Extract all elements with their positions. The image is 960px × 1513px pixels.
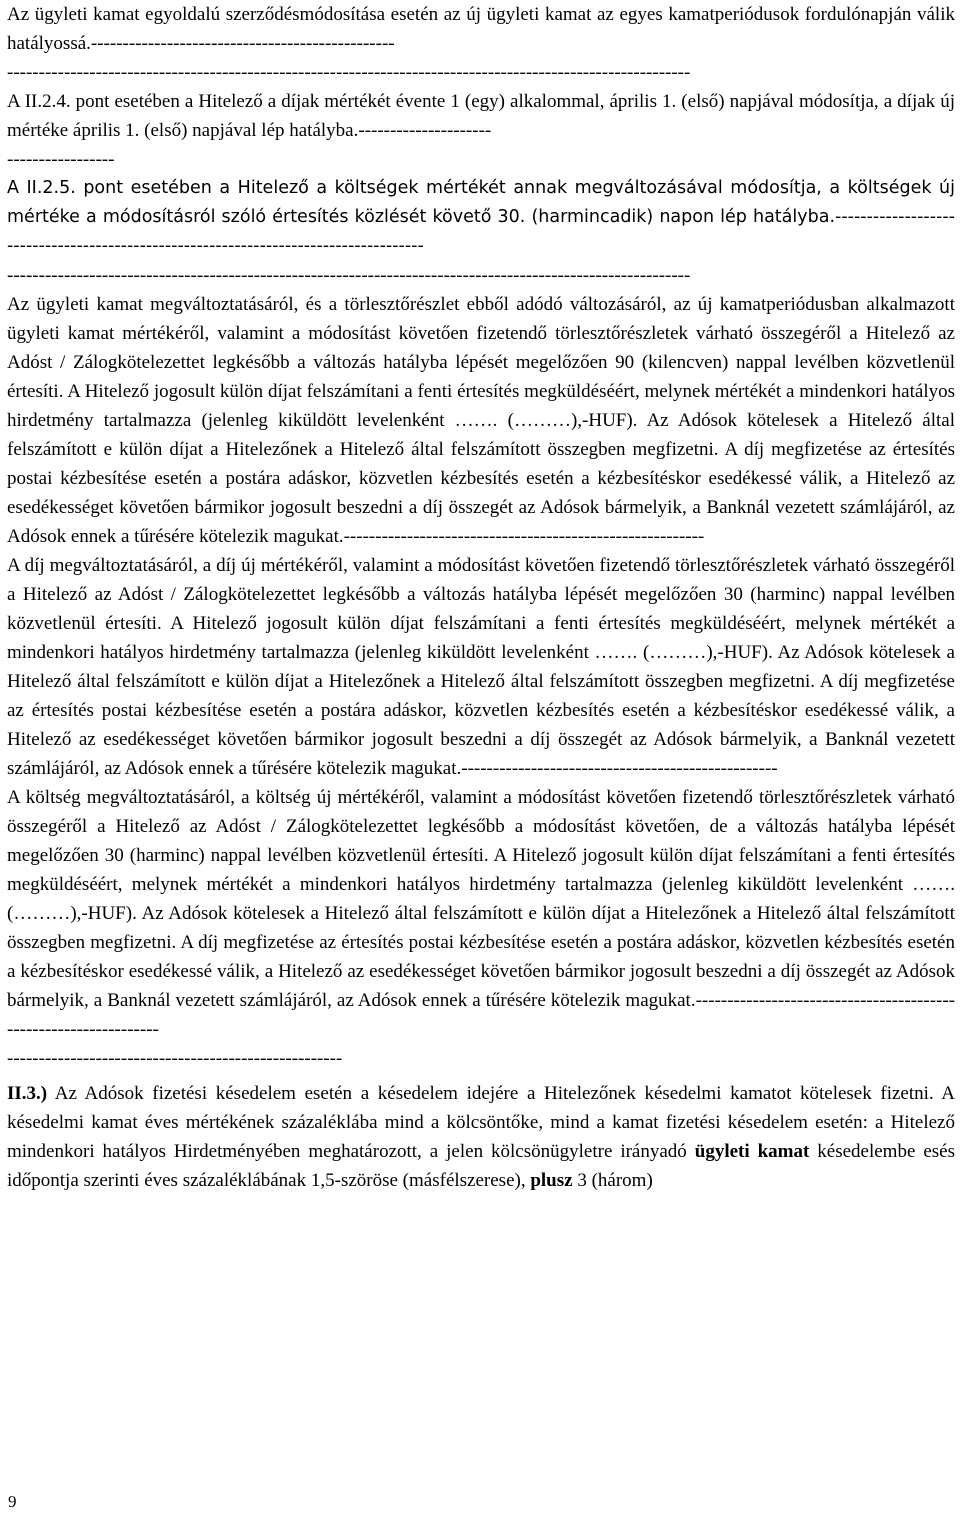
paragraph-cost-notification: A költség megváltoztatásáról, a költség új mértékéről, valamint a módosítást követően fizetendő törlesztőrészletek várható összegéről a Hitelező az Adóst / Zálogkötelezettet legkésőbb a módosítást követően, de a változás hatályba lépését megelőzően 30 (harminc) nappal levélben közvetlenül értesíti. A Hitelező jogosult külön díjat felszámítani a fenti értesítés megküldéséért, melynek mértékét a mindenkori hatályos hirdetmény tartalmazza (jelenleg kiküldött levelenként ……. (………),-HUF). Az Adósok kötelesek a Hitelező által felszámított e külön díjat a Hitelezőnek a Hitelező által felszámított összegben megfizetni. A díj megfizetése az értesítés postai kézbesítése esetén a postára adáskor, közvetlen kézbesítés esetén a kézbesítéskor esedékessé válik, a Hitelező az esedékességet követően bármikor jogosult beszedni a díj összegét az Adósok bármelyik, a Banknál vezetett számlájáról, az Adósok ennek a tűrésére kötelezik magukat.----------------------------------------------------------------- bbox=[7, 787, 955, 1040]
bold-term: plusz bbox=[530, 1170, 573, 1191]
paragraph-text: Az Adósok fizetési késedelem esetén a késedelem idejére a Hitelezőnek késedelmi kamatot kötelesek fizetni. A késedelmi kamat éves mértékének százaléklába mind a kölcsöntőke, mind a kamat fizetési késedelem esetén: a Hitelező mindenkori hatályos Hirdetményében meghatározott, a jelen kölcsönügyletre irányadó bbox=[7, 1083, 955, 1162]
paragraph-late-payment-interest bbox=[7, 1079, 955, 1195]
paragraph-cost-modification: A II.2.5. pont esetében a Hitelező a költségek mértékét annak megváltozásával módosítja, a költségek új mértéke a módosításról szóló értesítés közlését követő 30. (harmincadik) napon lép hatályba.------------------------------------------------------------------------------------- bbox=[7, 178, 955, 256]
bold-term: ügyleti kamat bbox=[694, 1141, 810, 1162]
paragraph-fee-notification: A díj megváltoztatásáról, a díj új mértékéről, valamint a módosítást követően fizetendő törlesztőrészletek várható összegéről a Hitelező az Adóst / Zálogkötelezettet legkésőbb a változás hatályba lépését megelőzően 30 (harminc) nappal levélben közvetlenül értesíti. A Hitelező jogosult külön díjat felszámítani a fenti értesítés megküldéséért, melynek mértékét a mindenkori hatályos hirdetmény tartalmazza (jelenleg kiküldött levelenként ……. (………),-HUF). Az Adósok kötelesek a Hitelező által felszámított e külön díjat a Hitelezőnek a Hitelező által felszámított összegben megfizetni. A díj megfizetése az értesítés postai kézbesítése esetén a postára adáskor, közvetlen kézbesítés esetén a kézbesítéskor esedékessé válik, a Hitelező az esedékességet követően bármikor jogosult beszedni a díj összegét az Adósok bármelyik, a Banknál vezetett számlájáról, az Adósok ennek a tűrésére kötelezik magukat.-------------------------------------------------- bbox=[7, 555, 955, 779]
separator-dashes: ------------------------------------------------------------------------------------------------------------ bbox=[7, 62, 691, 83]
paragraph-interest-rate-modification: Az ügyleti kamat egyoldalú szerződésmódosítása esetén az új ügyleti kamat az egyes kamatperiódusok fordulónapján válik hatályossá.------------------------------------------------ bbox=[7, 4, 955, 54]
paragraph-fee-modification: A II.2.4. pont esetében a Hitelező a díjak mértékét évente 1 (egy) alkalommal, április 1. (első) napjával módosítja, a díjak új mértéke április 1. (első) napjával lép hatályba.--------------------- bbox=[7, 91, 955, 141]
page-number: 9 bbox=[8, 1492, 17, 1511]
paragraph-interest-notification: Az ügyleti kamat megváltoztatásáról, és a törlesztőrészlet ebből adódó változásáról, az új kamatperiódusban alkalmazott ügyleti kamat mértékéről, valamint a módosítást követően fizetendő törlesztőrészletek várható összegéről a Hitelező az Adóst / Zálogkötelezettet legkésőbb a változás hatályba lépését megelőzően 90 (kilencven) nappal levélben közvetlenül értesíti. A Hitelező jogosult külön díjat felszámítani a fenti értesítés megküldéséért, melynek mértékét a mindenkori hatályos hirdetmény tartalmazza (jelenleg kiküldött levelenként ……. (………),-HUF). Az Adósok kötelesek a Hitelező által felszámított e külön díjat a Hitelezőnek a Hitelező által felszámított összegben megfizetni. A díj megfizetése az értesítés postai kézbesítése esetén a postára adáskor, közvetlen kézbesítés esetén a kézbesítéskor esedékessé válik, a Hitelező az esedékességet követően bármikor jogosult beszedni a díj összegét az Adósok bármelyik, a Banknál vezetett számlájáról, az Adósok ennek a tűrésére kötelezik magukat.--------------------------------------------------------- bbox=[7, 294, 955, 547]
paragraph-text: késedelembe esés időpontja szerinti éves százaléklábának 1,5-szöröse (másfélszerese), bbox=[7, 1141, 955, 1191]
section-number: II.3.) bbox=[7, 1083, 48, 1104]
separator-dashes: ----------------------------------------------------- bbox=[7, 1048, 343, 1069]
separator-dashes: ------------------------------------------------------------------------------------------------------------ bbox=[7, 265, 691, 286]
document-page bbox=[7, 0, 955, 1195]
paragraph-text: 3 (három) bbox=[572, 1170, 653, 1191]
separator-dashes: ----------------- bbox=[7, 149, 115, 170]
